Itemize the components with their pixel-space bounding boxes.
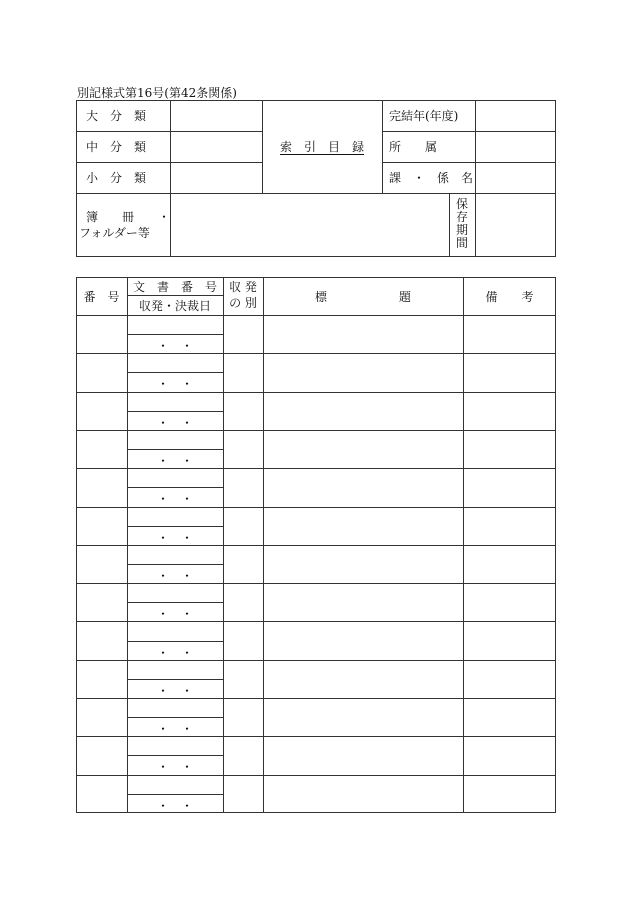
row-divider bbox=[127, 564, 223, 565]
table-row bbox=[76, 507, 556, 508]
form-caption: 別記様式第16号(第42条関係) bbox=[77, 86, 237, 100]
date-placeholder: ・ ・ bbox=[156, 760, 193, 774]
row-divider bbox=[127, 602, 223, 603]
row-divider bbox=[127, 449, 223, 450]
col-title: 標 題 bbox=[314, 290, 411, 304]
label-ledger-line2: フォルダー等 bbox=[79, 226, 150, 240]
index-title: 索 引 目 録 bbox=[279, 140, 364, 154]
label-section: 課 ・ 係 名 bbox=[389, 171, 474, 185]
label-sho-bunrui: 小 分 類 bbox=[86, 171, 147, 185]
date-placeholder: ・ ・ bbox=[156, 416, 193, 430]
row-divider bbox=[127, 794, 223, 795]
date-placeholder: ・ ・ bbox=[156, 492, 193, 506]
date-placeholder: ・ ・ bbox=[156, 377, 193, 391]
date-placeholder: ・ ・ bbox=[156, 454, 193, 468]
date-placeholder: ・ ・ bbox=[156, 799, 193, 813]
label-chu-bunrui: 中 分 類 bbox=[86, 140, 147, 154]
row-divider bbox=[127, 641, 223, 642]
label-ledger-line1: 簿 冊 ・ bbox=[86, 210, 171, 224]
col-doc-number: 文 書 番 号 bbox=[132, 280, 217, 294]
table-row bbox=[76, 775, 556, 776]
row-divider bbox=[127, 717, 223, 718]
table-row bbox=[76, 468, 556, 469]
table-row bbox=[76, 353, 556, 354]
label-completion-year: 完結年(年度) bbox=[389, 109, 459, 123]
table-row bbox=[76, 660, 556, 661]
date-placeholder: ・ ・ bbox=[156, 339, 193, 353]
date-placeholder: ・ ・ bbox=[156, 531, 193, 545]
col-remarks: 備 考 bbox=[485, 290, 534, 304]
date-placeholder: ・ ・ bbox=[156, 569, 193, 583]
row-divider bbox=[127, 679, 223, 680]
label-retention: 保存期間 bbox=[455, 197, 468, 250]
row-divider bbox=[127, 755, 223, 756]
col-received-date: 収発・決裁日 bbox=[138, 299, 211, 313]
date-placeholder: ・ ・ bbox=[156, 646, 193, 660]
label-dai-bunrui: 大 分 類 bbox=[86, 109, 147, 123]
row-divider bbox=[127, 487, 223, 488]
date-placeholder: ・ ・ bbox=[156, 722, 193, 736]
row-divider bbox=[127, 372, 223, 373]
col-kind-line2: の 別 bbox=[229, 296, 257, 310]
date-placeholder: ・ ・ bbox=[156, 684, 193, 698]
table-row bbox=[76, 392, 556, 393]
table-row bbox=[76, 698, 556, 699]
table-row bbox=[76, 430, 556, 431]
table-row bbox=[76, 621, 556, 622]
row-divider bbox=[127, 526, 223, 527]
col-kind-line1: 収 発 bbox=[229, 280, 257, 294]
table-row bbox=[76, 583, 556, 584]
date-placeholder: ・ ・ bbox=[156, 607, 193, 621]
table-row bbox=[76, 736, 556, 737]
col-number: 番 号 bbox=[83, 290, 120, 304]
table-row bbox=[76, 545, 556, 546]
table-row bbox=[76, 315, 556, 316]
row-divider bbox=[127, 334, 223, 335]
row-divider bbox=[127, 411, 223, 412]
label-affiliation: 所 属 bbox=[389, 140, 438, 154]
